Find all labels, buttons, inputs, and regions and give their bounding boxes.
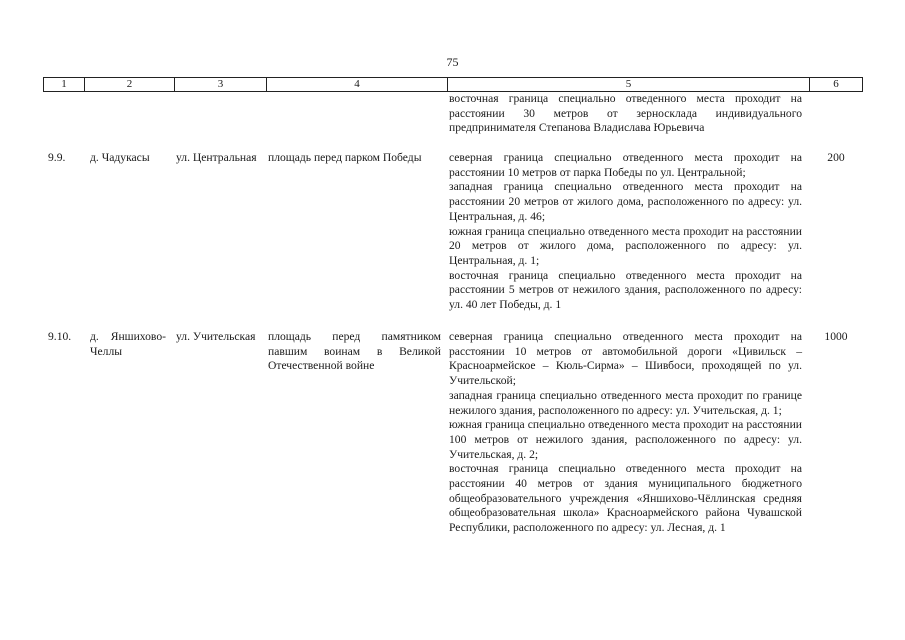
page-number: 75	[446, 55, 459, 69]
boundaries-cell	[449, 330, 802, 536]
row-number: 9.10.	[48, 330, 72, 343]
continuation-boundary-text: восточная граница специально отведенного места проходит на расстоянии 30 метров от зерносклада индивидуального предпринимателя Степанова Владислава Юрьевича	[449, 92, 802, 135]
header-col-3: 3	[174, 78, 266, 91]
header-col-4: 4	[266, 78, 447, 91]
area-cell: 1000	[824, 330, 848, 343]
street-cell: ул. Центральная	[176, 151, 257, 164]
boundary-east: восточная граница специально отведенного места проходит на расстоянии 40 метров от здания муниципального бюджетного общеобразовательного учреждения «Яншихово-Чёллинская средняя общеобразовательная школа» Красноармейского района Чувашской Республики, расположенного по адресу: ул. Лесная, д. 1	[449, 462, 802, 535]
row-number: 9.9.	[48, 151, 66, 164]
boundary-north: северная граница специально отведенного места проходит на расстоянии 10 метров от парка Победы по ул. Центральной;	[449, 151, 802, 179]
settlement-cell: д. Яншихово-Челлы	[90, 330, 166, 358]
boundary-west: западная граница специально отведенного места проходит по границе нежилого здания, расположенного по адресу: ул. Учительская, д. 1;	[449, 388, 802, 417]
boundary-south: южная граница специально отведенного места проходит на расстоянии 20 метров от жилого дома, расположенного по адресу: ул. Центральная, д. 1;	[449, 224, 802, 267]
area-cell: 200	[827, 151, 845, 164]
place-cell: площадь перед памятником павшим воинам в Великой Отечественной войне	[268, 330, 441, 373]
street-cell: ул. Учительская	[176, 330, 256, 343]
settlement-cell: д. Чадукасы	[90, 151, 150, 164]
boundary-west: западная граница специально отведенного места проходит на расстоянии 20 метров от жилого дома, расположенного по адресу: ул. Центральная, д. 46;	[449, 180, 802, 223]
header-col-6: 6	[809, 78, 863, 91]
boundary-south: южная граница специально отведенного места проходит на расстоянии 100 метров от нежилого здания, расположенного по адресу: ул. Учительская, д. 2;	[449, 418, 802, 461]
table-header-row	[43, 77, 863, 92]
boundaries-cell	[449, 151, 802, 313]
header-col-2: 2	[84, 78, 174, 91]
boundary-north: северная граница специально отведенного места проходит на расстоянии 10 метров от автомобильной дороги «Цивильск – Красноармейское – Кюль-Сирма» – Шивбоси, проходящей по ул. Учительской;	[449, 330, 802, 388]
place-cell: площадь перед парком Победы	[268, 151, 422, 164]
header-col-1: 1	[43, 78, 84, 91]
boundary-east: восточная граница специально отведенного места проходит на расстоянии 5 метров от нежилого здания, расположенного по адресу: ул. 40 лет Победы, д. 1	[449, 268, 802, 312]
header-col-5: 5	[447, 78, 809, 91]
